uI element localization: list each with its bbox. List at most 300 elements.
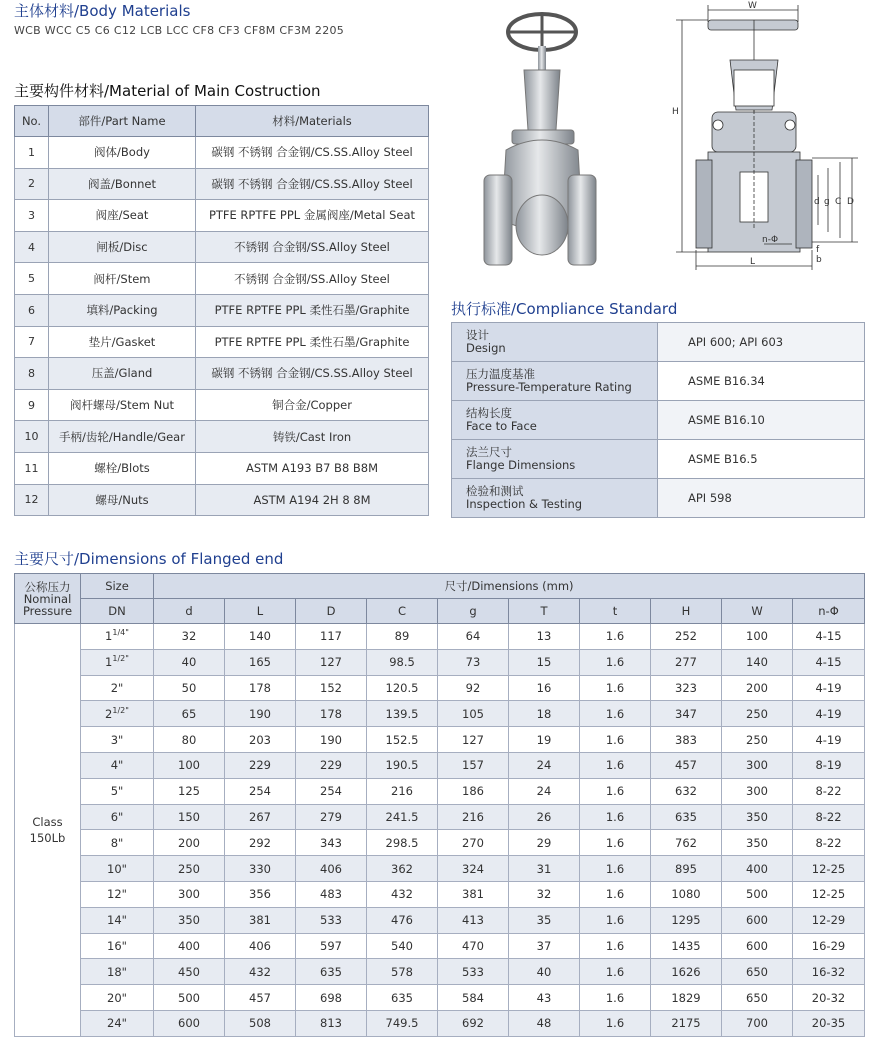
compliance-label-en: Face to Face [466,419,537,433]
dim-value-d: 500 [154,985,225,1011]
dim-value-c: 476 [367,907,438,933]
dim-value-c: 139.5 [367,701,438,727]
material-value: 碳钢 不锈钢 合金钢/CS.SS.Alloy Steel [196,358,429,390]
dim-value-d: 300 [154,881,225,907]
dimension-row [15,778,865,804]
dimension-row [15,624,865,650]
compliance-row [452,401,865,440]
dim-value-c: 298.5 [367,830,438,856]
dn-cell [81,727,154,753]
dim-value-l: 406 [225,933,296,959]
dim-value-g: 692 [438,1010,509,1036]
col-part-name: 部件/Part Name [49,106,196,137]
dim-value-g: 157 [438,752,509,778]
dim-value-w: 300 [722,778,793,804]
dim-value-t-thick: 32 [509,881,580,907]
dim-value-d-outer: 698 [296,985,367,1011]
dim-value-n-phi: 8-22 [793,830,865,856]
compliance-label [452,362,658,401]
material-table-header [15,106,429,137]
material-part-name: 阀盖/Bonnet [49,168,196,200]
dim-value-l: 508 [225,1010,296,1036]
dn-cell [81,959,154,985]
dn-header: DN [81,599,154,624]
dim-value-d-outer: 229 [296,752,367,778]
dim-value-h: 323 [651,675,722,701]
dim-value-d: 350 [154,907,225,933]
material-value: 不锈钢 合金钢/SS.Alloy Steel [196,263,429,295]
dim-value-w: 200 [722,675,793,701]
dim-col-header: t [580,599,651,624]
dn-whole: 8" [110,835,124,850]
material-row [15,484,429,516]
material-row [15,137,429,169]
dim-value-l: 381 [225,907,296,933]
material-no: 11 [15,452,49,484]
dn-fraction: 1/4 [112,628,126,638]
dim-value-t-small: 1.6 [580,856,651,882]
material-row [15,326,429,358]
dim-col-header: H [651,599,722,624]
dim-value-t-thick: 48 [509,1010,580,1036]
label-h: H [672,107,679,117]
dn-cell [81,804,154,830]
dim-value-n-phi: 4-15 [793,649,865,675]
dim-value-d-outer: 190 [296,727,367,753]
dim-value-t-small: 1.6 [580,830,651,856]
dim-value-g: 127 [438,727,509,753]
material-row [15,358,429,390]
material-value: PTFE RPTFE PPL 柔性石墨/Graphite [196,294,429,326]
material-no: 5 [15,263,49,295]
label-n-phi: n-Φ [762,235,779,245]
nominal-pressure-en1: Nominal [23,591,72,606]
valve-photo [480,10,600,272]
dimension-row [15,933,865,959]
dimension-row [15,649,865,675]
dim-value-g: 105 [438,701,509,727]
label-l: L [750,257,756,267]
dn-whole: 14" [107,913,127,928]
dn-whole: 24" [107,1016,127,1031]
dn-whole: 1 [105,655,113,670]
dimension-row [15,907,865,933]
label-w: W [748,1,757,11]
material-part-name: 手柄/齿轮/Handle/Gear [49,421,196,453]
dim-col-header: L [225,599,296,624]
col-no: No. [15,106,49,137]
size-header: Size [81,574,154,599]
dimensions-table [14,573,865,1037]
dim-value-w: 700 [722,1010,793,1036]
dim-value-g: 73 [438,649,509,675]
material-value: 铸铁/Cast Iron [196,421,429,453]
dim-value-l: 356 [225,881,296,907]
compliance-label [452,440,658,479]
compliance-label-en: Flange Dimensions [466,458,576,472]
dim-value-h: 252 [651,624,722,650]
dim-value-c: 578 [367,959,438,985]
dim-value-h: 2175 [651,1010,722,1036]
dimension-row [15,727,865,753]
dim-value-w: 300 [722,752,793,778]
dim-value-c: 190.5 [367,752,438,778]
dn-whole: 18" [107,964,127,979]
dim-col-header: T [509,599,580,624]
compliance-label-en: Inspection & Testing [466,497,583,511]
label-d-small: d [814,197,820,207]
compliance-label-cn: 法兰尺寸 [466,445,512,459]
dim-value-n-phi: 12-29 [793,907,865,933]
dim-value-l: 457 [225,985,296,1011]
dim-value-c: 241.5 [367,804,438,830]
dn-whole: 4" [110,758,124,773]
compliance-row [452,479,865,518]
dim-value-t-thick: 18 [509,701,580,727]
material-table [14,105,429,516]
dim-value-d: 250 [154,856,225,882]
dim-value-h: 762 [651,830,722,856]
dim-value-n-phi: 12-25 [793,881,865,907]
dim-value-d-outer: 343 [296,830,367,856]
label-f: f [816,245,820,255]
dim-value-w: 350 [722,830,793,856]
dim-value-c: 749.5 [367,1010,438,1036]
dim-value-d: 125 [154,778,225,804]
compliance-value: API 598 [658,479,865,518]
dim-value-l: 330 [225,856,296,882]
dim-value-w: 250 [722,701,793,727]
dim-value-d: 65 [154,701,225,727]
dim-value-n-phi: 12-25 [793,856,865,882]
dim-value-t-thick: 19 [509,727,580,753]
dim-value-d: 400 [154,933,225,959]
dim-value-n-phi: 4-19 [793,701,865,727]
dim-value-n-phi: 16-32 [793,959,865,985]
dimension-row [15,881,865,907]
dn-cell [81,856,154,882]
compliance-row [452,440,865,479]
material-value: 碳钢 不锈钢 合金钢/CS.SS.Alloy Steel [196,168,429,200]
dn-cell [81,933,154,959]
dim-value-h: 1295 [651,907,722,933]
dim-value-t-small: 1.6 [580,752,651,778]
dim-value-n-phi: 8-19 [793,752,865,778]
material-part-name: 闸板/Disc [49,231,196,263]
dim-value-c: 120.5 [367,675,438,701]
dim-value-t-thick: 15 [509,649,580,675]
material-part-name: 阀杆/Stem [49,263,196,295]
material-no: 6 [15,294,49,326]
material-part-name: 压盖/Gland [49,358,196,390]
compliance-value: ASME B16.34 [658,362,865,401]
dim-value-d: 100 [154,752,225,778]
dim-value-g: 270 [438,830,509,856]
dim-value-w: 500 [722,881,793,907]
dim-value-l: 292 [225,830,296,856]
dim-value-d: 200 [154,830,225,856]
dim-value-l: 203 [225,727,296,753]
label-d-large: D [847,197,854,207]
compliance-label-cn: 检验和测试 [466,484,524,498]
material-no: 1 [15,137,49,169]
label-c: C [835,197,842,207]
dim-value-n-phi: 4-19 [793,727,865,753]
nominal-pressure-header [15,574,81,624]
compliance-label [452,479,658,518]
material-row [15,389,429,421]
compliance-label-en: Design [466,341,506,355]
material-value: 不锈钢 合金钢/SS.Alloy Steel [196,231,429,263]
dim-value-n-phi: 4-15 [793,624,865,650]
material-value: ASTM A194 2H 8 8M [196,484,429,516]
dimension-row [15,1010,865,1036]
compliance-label-en: Pressure-Temperature Rating [466,380,632,394]
pressure-class-cell [15,624,81,1037]
dn-cell [81,1010,154,1036]
dim-value-t-thick: 37 [509,933,580,959]
material-no: 7 [15,326,49,358]
compliance-value: ASME B16.5 [658,440,865,479]
dim-value-g: 324 [438,856,509,882]
dim-value-d-outer: 406 [296,856,367,882]
material-row [15,231,429,263]
dim-value-l: 178 [225,675,296,701]
material-part-name: 阀座/Seat [49,200,196,232]
body-materials-title: 主体材料/Body Materials [14,2,191,20]
material-row [15,421,429,453]
dim-value-l: 432 [225,959,296,985]
dimension-row [15,959,865,985]
nominal-pressure-cn: 公称压力 [24,579,71,594]
dim-value-d-outer: 483 [296,881,367,907]
label-g: g [824,197,830,207]
dim-value-w: 400 [722,856,793,882]
dim-value-t-thick: 31 [509,856,580,882]
dimension-row [15,675,865,701]
main-construction-title: 主要构件材料/Material of Main Costruction [14,82,321,100]
compliance-value: API 600; API 603 [658,323,865,362]
dn-whole: 1 [105,629,113,644]
material-part-name: 螺栓/Blots [49,452,196,484]
pressure-class-line1: Class [32,814,63,829]
dim-value-d-outer: 597 [296,933,367,959]
dim-value-t-thick: 24 [509,752,580,778]
dimension-row [15,985,865,1011]
dimension-row [15,830,865,856]
dim-value-g: 584 [438,985,509,1011]
dim-value-t-thick: 16 [509,675,580,701]
dim-value-d-outer: 117 [296,624,367,650]
dim-value-t-small: 1.6 [580,881,651,907]
dimension-row [15,701,865,727]
dim-value-l: 254 [225,778,296,804]
material-row [15,168,429,200]
dn-whole: 2 [105,706,113,721]
technical-drawing [668,0,868,272]
dn-whole: 2" [110,680,124,695]
compliance-label-cn: 压力温度基准 [466,367,535,381]
material-no: 4 [15,231,49,263]
dn-whole: 10" [107,861,127,876]
dim-value-c: 216 [367,778,438,804]
material-no: 8 [15,358,49,390]
dim-value-t-small: 1.6 [580,649,651,675]
compliance-label-cn: 设计 [466,328,489,342]
dim-value-n-phi: 8-22 [793,804,865,830]
dim-value-h: 1829 [651,985,722,1011]
dim-value-c: 432 [367,881,438,907]
dim-value-g: 92 [438,675,509,701]
dim-value-n-phi: 16-29 [793,933,865,959]
material-no: 9 [15,389,49,421]
material-part-name: 螺母/Nuts [49,484,196,516]
dim-value-t-small: 1.6 [580,624,651,650]
dn-cell [81,778,154,804]
dim-value-h: 635 [651,804,722,830]
compliance-title: 执行标准/Compliance Standard [451,300,678,318]
dim-value-d: 450 [154,959,225,985]
dn-whole: 12" [107,887,127,902]
dim-col-header: n-Φ [793,599,865,624]
dim-value-w: 600 [722,907,793,933]
material-no: 12 [15,484,49,516]
dim-value-h: 347 [651,701,722,727]
dimensions-title: 主要尺寸/Dimensions of Flanged end [14,550,284,568]
dim-value-g: 64 [438,624,509,650]
dim-value-h: 383 [651,727,722,753]
material-row [15,452,429,484]
body-materials-grades: WCB WCC C5 C6 C12 LCB LCC CF8 CF3 CF8M CF3M 2205 [14,24,345,37]
dim-value-t-thick: 35 [509,907,580,933]
dim-value-c: 98.5 [367,649,438,675]
dim-value-d: 32 [154,624,225,650]
dim-value-h: 457 [651,752,722,778]
dim-value-g: 470 [438,933,509,959]
compliance-table [451,322,865,518]
dim-value-c: 152.5 [367,727,438,753]
col-materials: 材料/Materials [196,106,429,137]
dn-whole: 20" [107,990,127,1005]
dim-value-n-phi: 20-35 [793,1010,865,1036]
dim-value-t-thick: 13 [509,624,580,650]
material-no: 2 [15,168,49,200]
dim-value-g: 533 [438,959,509,985]
material-part-name: 垫片/Gasket [49,326,196,358]
dim-value-h: 1435 [651,933,722,959]
dimension-row [15,752,865,778]
dn-cell [81,881,154,907]
dim-value-w: 600 [722,933,793,959]
dim-value-l: 229 [225,752,296,778]
dim-value-n-phi: 4-19 [793,675,865,701]
label-b: b [816,255,822,265]
nominal-pressure-en2: Pressure [22,603,73,618]
dim-value-w: 350 [722,804,793,830]
compliance-label [452,323,658,362]
material-value: 铜合金/Copper [196,389,429,421]
dn-cell [81,985,154,1011]
dim-value-w: 250 [722,727,793,753]
dn-whole: 6" [110,809,124,824]
dim-col-header: C [367,599,438,624]
dim-value-n-phi: 8-22 [793,778,865,804]
dim-value-l: 267 [225,804,296,830]
dim-value-d: 40 [154,649,225,675]
dim-value-d: 150 [154,804,225,830]
dim-value-c: 362 [367,856,438,882]
dn-cell [81,830,154,856]
dim-value-t-small: 1.6 [580,804,651,830]
dim-value-t-small: 1.6 [580,933,651,959]
dim-value-h: 1080 [651,881,722,907]
material-part-name: 阀体/Body [49,137,196,169]
dn-cell [81,675,154,701]
dim-value-d-outer: 279 [296,804,367,830]
dim-value-l: 165 [225,649,296,675]
dim-value-c: 540 [367,933,438,959]
dim-value-w: 100 [722,624,793,650]
dim-value-d-outer: 152 [296,675,367,701]
dim-value-h: 1626 [651,959,722,985]
compliance-row [452,362,865,401]
dim-value-d-outer: 178 [296,701,367,727]
dn-cell: $1^{1/4"}$ [81,624,154,650]
dim-value-d: 80 [154,727,225,753]
dim-value-d: 50 [154,675,225,701]
dim-value-g: 381 [438,881,509,907]
compliance-label [452,401,658,440]
dim-value-h: 632 [651,778,722,804]
dimension-row [15,804,865,830]
dim-value-t-thick: 40 [509,959,580,985]
dim-value-d-outer: 635 [296,959,367,985]
dim-value-t-thick: 43 [509,985,580,1011]
dim-value-t-small: 1.6 [580,959,651,985]
compliance-value: ASME B16.10 [658,401,865,440]
dim-value-d: 600 [154,1010,225,1036]
dim-value-d-outer: 813 [296,1010,367,1036]
dim-value-w: 140 [722,649,793,675]
dim-value-t-small: 1.6 [580,985,651,1011]
material-value: PTFE RPTFE PPL 金属阀座/Metal Seat [196,200,429,232]
dn-whole: 5" [110,784,124,799]
dim-value-h: 895 [651,856,722,882]
dim-value-w: 650 [722,959,793,985]
dim-value-t-small: 1.6 [580,907,651,933]
dn-cell [81,752,154,778]
material-no: 10 [15,421,49,453]
material-row [15,294,429,326]
dim-col-header: D [296,599,367,624]
dim-value-g: 413 [438,907,509,933]
material-part-name: 填料/Packing [49,294,196,326]
material-value: PTFE RPTFE PPL 柔性石墨/Graphite [196,326,429,358]
compliance-row [452,323,865,362]
dim-value-d-outer: 254 [296,778,367,804]
dim-value-t-thick: 29 [509,830,580,856]
dim-value-d-outer: 533 [296,907,367,933]
compliance-label-cn: 结构长度 [466,406,512,420]
dn-fraction: 1/2 [112,654,126,664]
dim-col-header: g [438,599,509,624]
dim-value-h: 277 [651,649,722,675]
material-value: ASTM A193 B7 B8 B8M [196,452,429,484]
dim-value-l: 140 [225,624,296,650]
dim-value-t-thick: 26 [509,804,580,830]
material-part-name: 阀杆螺母/Stem Nut [49,389,196,421]
dim-value-g: 186 [438,778,509,804]
